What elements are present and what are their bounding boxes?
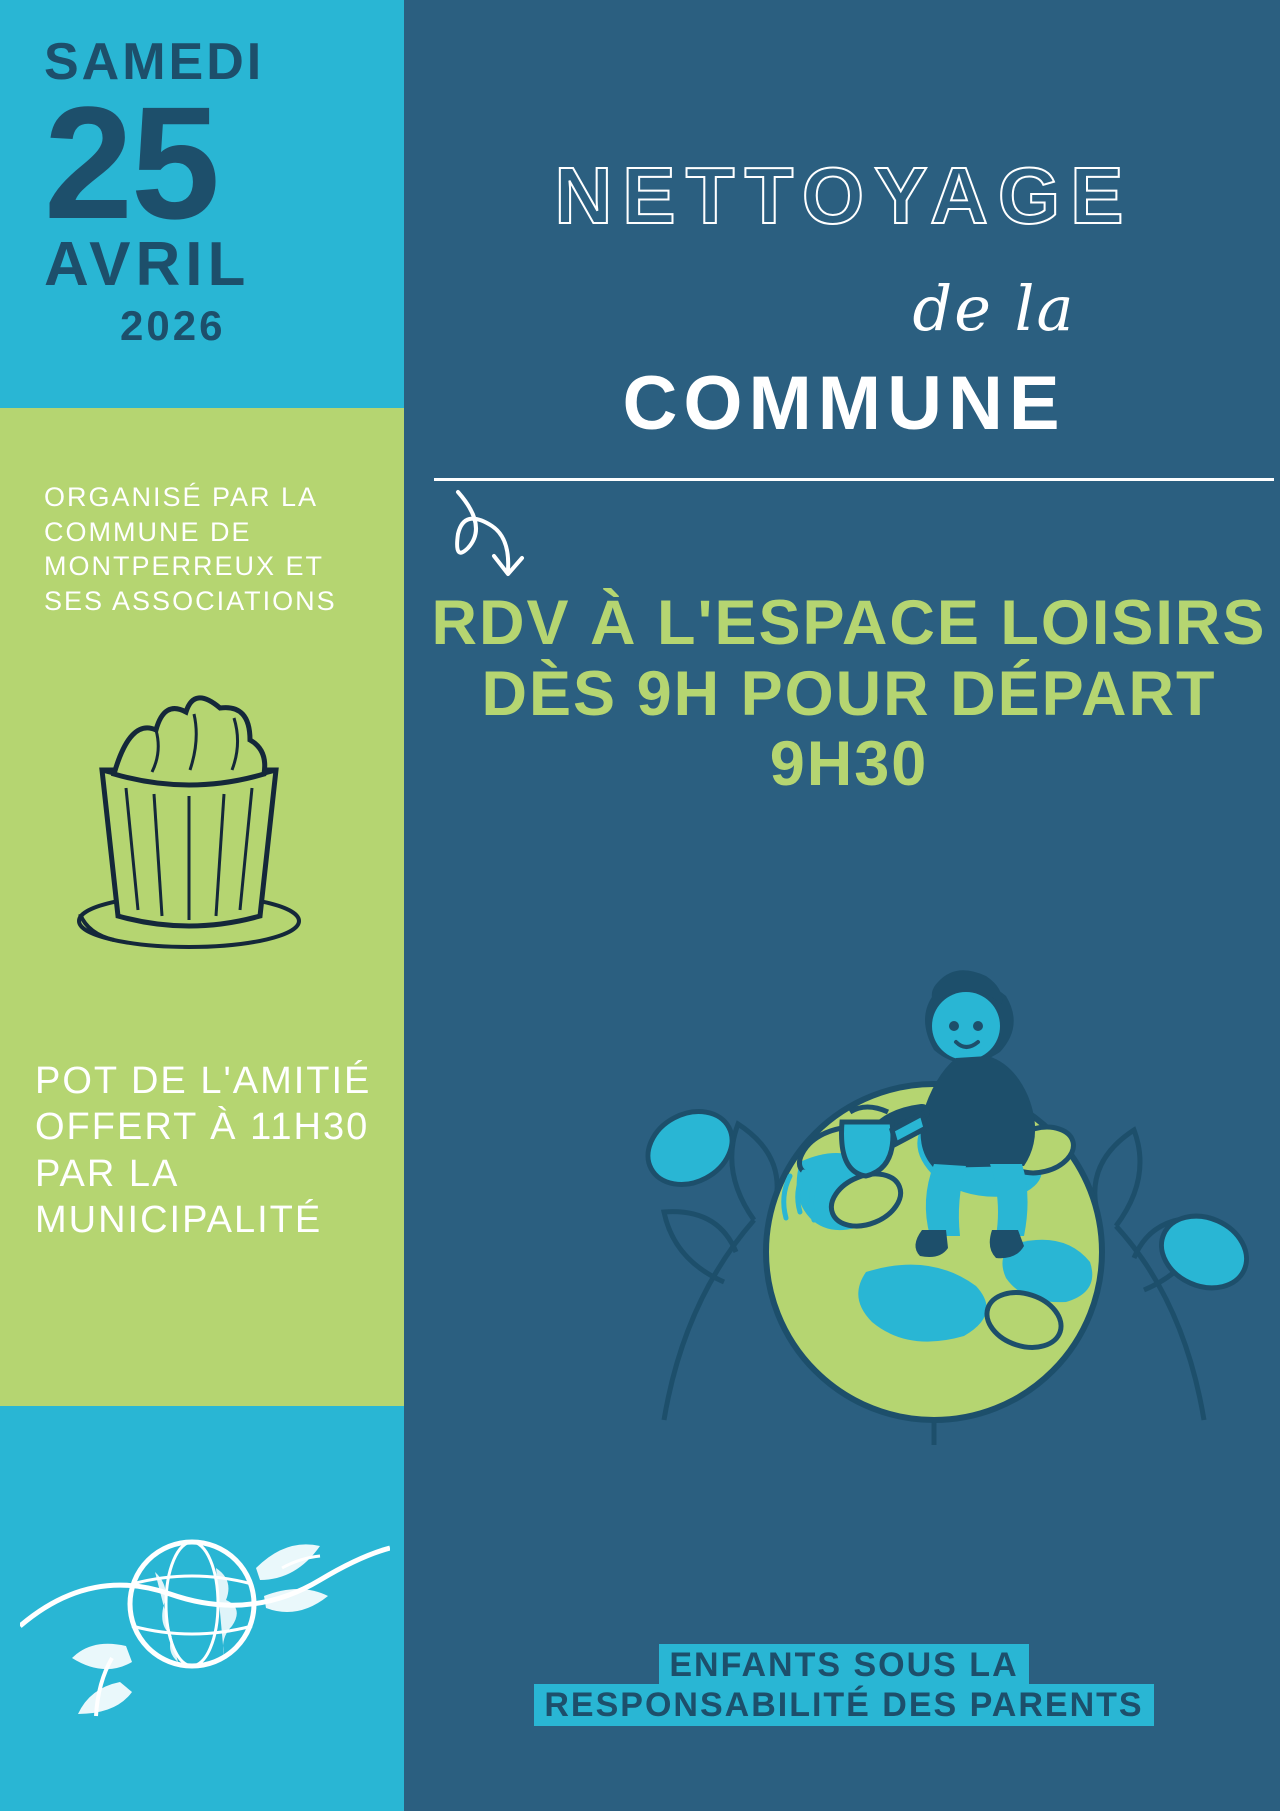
footer-notice-text: ENFANTS SOUS LA RESPONSABILITÉ DES PARENTS xyxy=(534,1644,1153,1726)
title-line-dela: de la xyxy=(912,272,1076,345)
curved-arrow-down-icon xyxy=(424,482,574,592)
trash-can-icon xyxy=(44,678,334,968)
divider xyxy=(434,478,1274,481)
date-month: AVRIL xyxy=(44,229,251,299)
footer-notice xyxy=(524,1645,1164,1725)
globe-icon xyxy=(20,1476,390,1736)
pot-amitie-text: POT DE L'AMITIÉ OFFERT À 11H30 PAR LA MUNICIPALITÉ xyxy=(35,1060,372,1242)
date-block xyxy=(0,0,404,408)
organised-by-text: ORGANISÉ PAR LA COMMUNE DE MONTPERREUX ET SES ASSOCIATIONS xyxy=(44,482,337,616)
right-column xyxy=(404,0,1280,1811)
title-line-nettoyage: NETTOYAGE xyxy=(554,151,1134,240)
green-info-block xyxy=(0,408,404,1406)
teal-globe-block xyxy=(0,1406,404,1811)
date-weekday: SAMEDI xyxy=(44,33,265,91)
date-day: 25 xyxy=(44,73,218,252)
left-column xyxy=(0,0,404,1811)
date-year: 2026 xyxy=(120,301,226,349)
title-line-commune: COMMUNE xyxy=(622,361,1066,446)
rdv-details-text: RDV À L'ESPACE LOISIRS DÈS 9H POUR DÉPART 9H30 xyxy=(431,588,1267,800)
person-watering-earth-icon xyxy=(604,900,1264,1460)
